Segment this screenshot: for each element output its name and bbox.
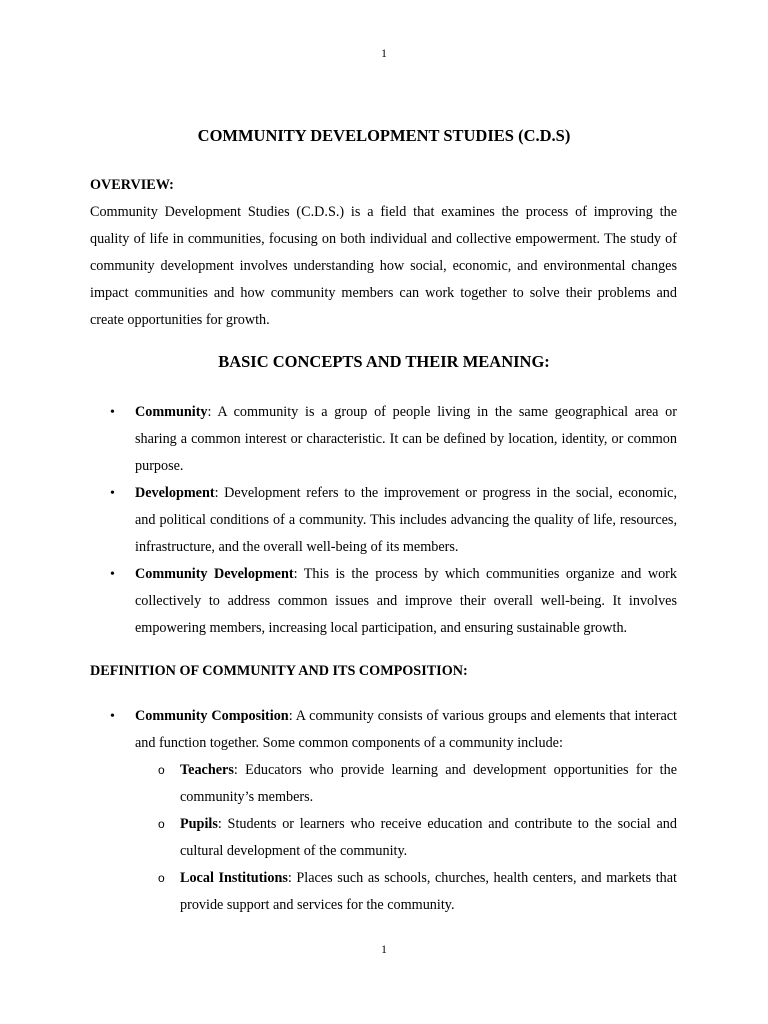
overview-section xyxy=(90,172,677,334)
term-label: Development xyxy=(135,485,215,501)
term-label: Community Composition xyxy=(135,708,289,724)
list-item-community-development xyxy=(90,561,677,642)
term-definition: : A community consists of various groups and elements that interact and function together. Some common components of a community include: xyxy=(135,708,677,751)
definition-section xyxy=(90,658,677,685)
sublist-item-local-institutions xyxy=(90,865,677,919)
term-definition: : Educators who provide learning and development opportunities for the community’s members. xyxy=(180,762,677,805)
composition-list xyxy=(90,703,677,757)
term-label: Local Institutions xyxy=(180,870,288,886)
term-definition: : This is the process by which communities organize and work collectively to address common issues and improve their overall well-being. It involves empowering members, increasing local participation, and ensuring sustainable growth. xyxy=(135,566,677,636)
term-label: Community xyxy=(135,404,208,420)
list-item-community xyxy=(90,399,677,480)
list-item-community-composition xyxy=(90,703,677,757)
sublist-item-teachers xyxy=(90,757,677,811)
list-item-development xyxy=(90,480,677,561)
term-definition: : A community is a group of people living in the same geographical area or sharing a common interest or characteristic. It can be defined by location, identity, or common purpose. xyxy=(135,404,677,474)
term-label: Pupils xyxy=(180,816,218,832)
concepts-heading: BASIC CONCEPTS AND THEIR MEANING: xyxy=(218,352,550,371)
page-number-top: 1 xyxy=(381,48,387,60)
sublist-item-pupils xyxy=(90,811,677,865)
concepts-section xyxy=(90,399,677,642)
term-definition: : Students or learners who receive education and contribute to the social and cultural development of the community. xyxy=(180,816,677,859)
components-sublist xyxy=(90,757,677,919)
overview-paragraph: Community Development Studies (C.D.S.) is a field that examines the process of improving the quality of life in communities, focusing on both individual and collective empowerment. The study of community development involves understanding how social, economic, and environmental changes impact communities and how community members can work together to solve their problems and create opportunities for growth. xyxy=(90,204,677,328)
overview-heading: OVERVIEW: xyxy=(90,177,174,193)
term-definition: : Places such as schools, churches, health centers, and markets that provide support and services for the community. xyxy=(180,870,677,913)
document-title: COMMUNITY DEVELOPMENT STUDIES (C.D.S) xyxy=(197,126,571,145)
concepts-list xyxy=(90,399,677,642)
composition-section xyxy=(90,703,677,919)
term-label: Community Development xyxy=(135,566,294,582)
term-label: Teachers xyxy=(180,762,234,778)
page-number-bottom: 1 xyxy=(381,944,387,956)
term-definition: : Development refers to the improvement or progress in the social, economic, and political conditions of a community. This includes advancing the quality of life, resources, infrastructure, and the overall well-being of its members. xyxy=(135,485,677,555)
definition-heading: DEFINITION OF COMMUNITY AND ITS COMPOSITION: xyxy=(90,663,468,679)
